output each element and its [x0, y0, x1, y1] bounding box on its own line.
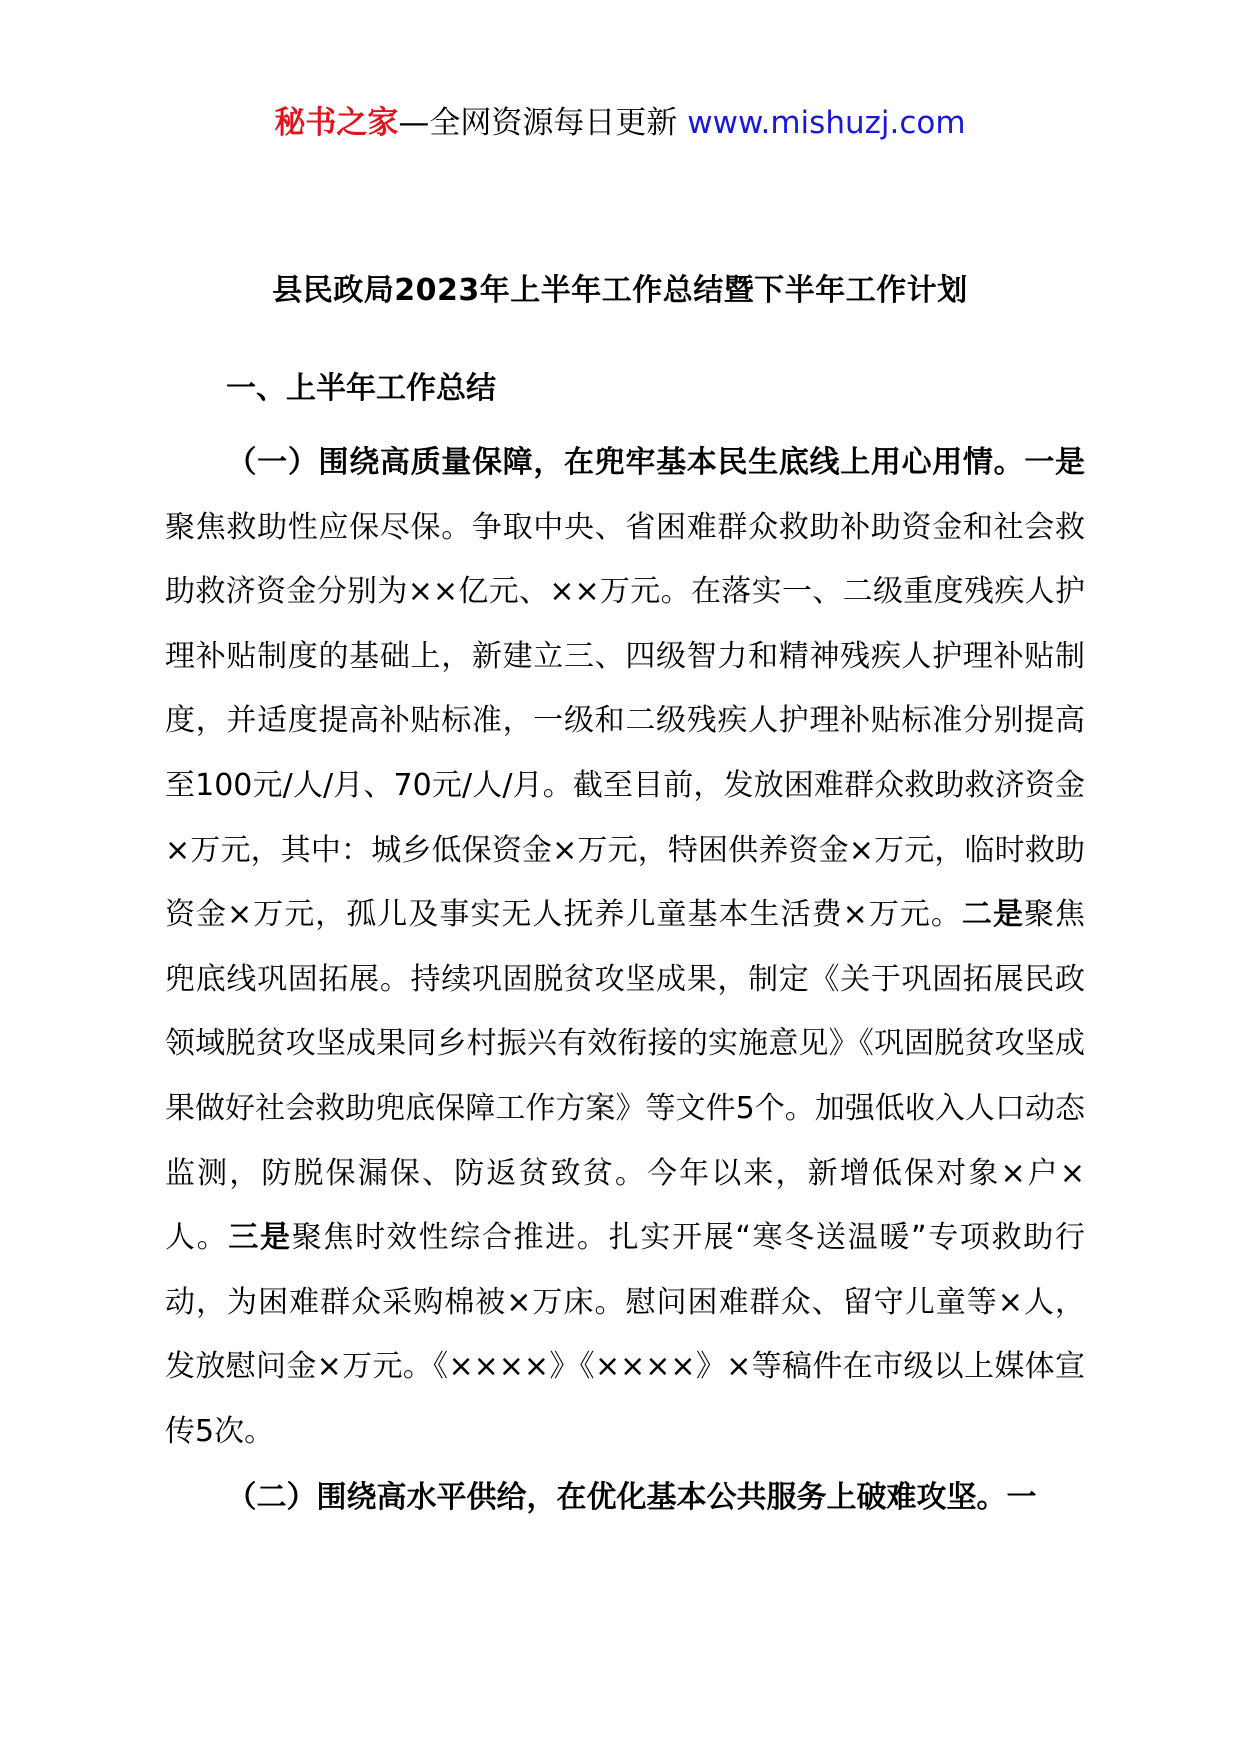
paragraph-one-heading: （一）围绕高质量保障，在兜牢基本民生底线上用心用情。 [226, 445, 1025, 480]
item-two-text: 聚焦兜底线巩固拓展。持续巩固脱贫攻坚成果，制定《关于巩固拓展民政领域脱贫攻坚成果同乡村振兴有效衔接的实施意见》《巩固脱贫攻坚成果做好社会救助兜底保障工作方案》等文件5个。加强低收入人口动态监测，防脱保漏保、防返贫致贫。今年以来，新增低保对象×户×人。 [165, 897, 1086, 1256]
brand-name: 秘书之家 [274, 105, 399, 141]
paragraph-one [165, 431, 1085, 1465]
section-heading-first-half-summary: 一、上半年工作总结 [226, 371, 496, 406]
header-slogan: —全网资源每日更新 [398, 105, 688, 141]
item-one-label: 一是 [1024, 445, 1086, 480]
paragraph-two-heading: （二）围绕高水平供给，在优化基本公共服务上破难攻坚。一 [226, 1480, 1037, 1515]
document-title: 县民政局2023年上半年工作总结暨下半年工作计划 [272, 273, 968, 308]
website-url[interactable]: www.mishuzj.com [687, 105, 966, 141]
site-header [0, 100, 1240, 146]
item-two-label: 二是 [961, 897, 1024, 933]
item-three-text: 聚焦时效性综合推进。扎实开展“寒冬送温暖”专项救助行动，为困难群众采购棉被×万床。慰问困难群众、留守儿童等×人，发放慰问金×万元。《××××》《××××》×等稿件在市级以上媒体宣传5次。 [165, 1220, 1085, 1449]
item-one-text: 聚焦救助性应保尽保。争取中央、省困难群众救助补助资金和社会救助救济资金分别为××亿元、××万元。在落实一、二级重度残疾人护理补贴制度的基础上，新建立三、四级智力和精神残疾人护理补贴制度，并适度提高补贴标准，一级和二级残疾人护理补贴标准分别提高至100元/人/月、70元/人/月。截至目前，发放困难群众救助救济资金×万元，其中：城乡低保资金×万元，特困供养资金×万元，临时救助资金×万元，孤儿及事实无人抚养儿童基本生活费×万元。 [165, 509, 1085, 933]
item-three-label: 三是 [228, 1220, 292, 1256]
